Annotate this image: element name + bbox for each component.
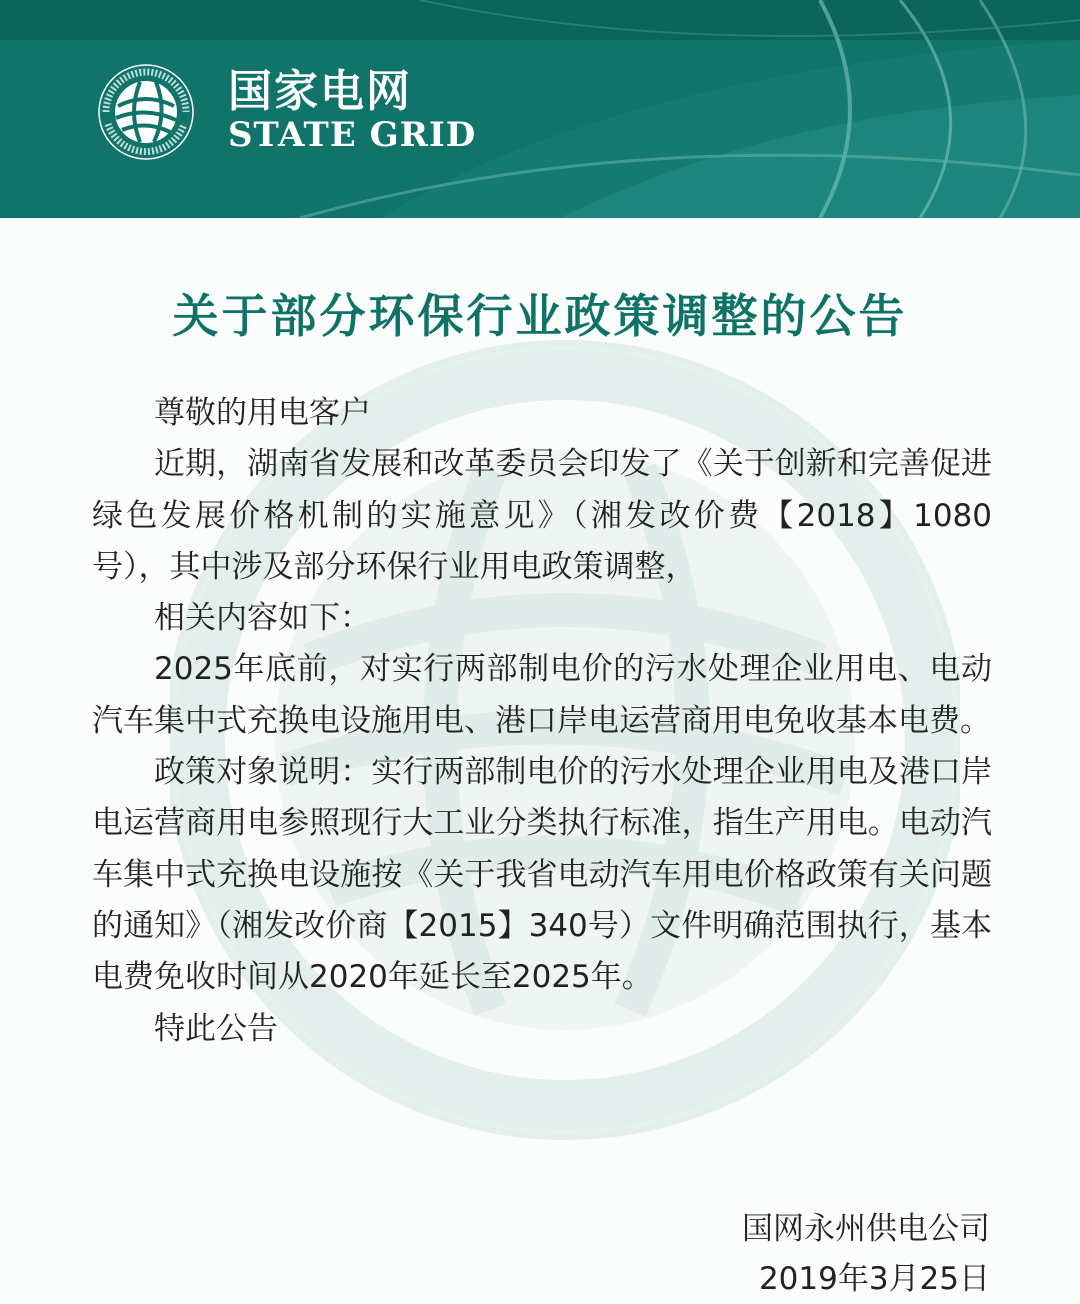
salutation: 尊敬的用电客户 [154,395,371,431]
paragraph-closing: 特此公告 [154,1010,278,1047]
header-banner [0,0,1080,218]
paragraph-policy: 2025年底前，对实行两部制电价的污水处理企业用电、电动汽车集中式充换电设施用电、港口岸电运营商用电免收基本电费。 [92,651,992,739]
logo-chinese-name: 国家电网 [228,66,412,117]
paragraph-scope: 政策对象说明：实行两部制电价的污水处理企业用电及港口岸电运营商用电参照现行大工业分类执行标准，指生产用电。电动汽车集中式充换电设施按《关于我省电动汽车用电价格政策有关问题的通知》（湘发改价商【2015】340号）文件明确范围执行，基本电费免收时间从2020年延长至2025年。 [92,754,992,996]
signature-date: 2019年3月25日 [758,1261,990,1297]
paragraph-background: 近期，湖南省发展和改革委员会印发了《关于创新和完善促进绿色发展价格机制的实施意见》（湘发改价费【2018】1080号），其中涉及部分环保行业用电政策调整， [92,446,992,585]
signature-org: 国网永州供电公司 [742,1211,990,1247]
notice-body [92,388,992,1055]
state-grid-emblem-icon [96,62,196,162]
logo-english-name: STATE GRID [228,115,477,155]
paragraph-intro: 相关内容如下： [154,600,371,637]
notice-title: 关于部分环保行业政策调整的公告 [172,289,908,343]
signature-block [660,1204,990,1304]
